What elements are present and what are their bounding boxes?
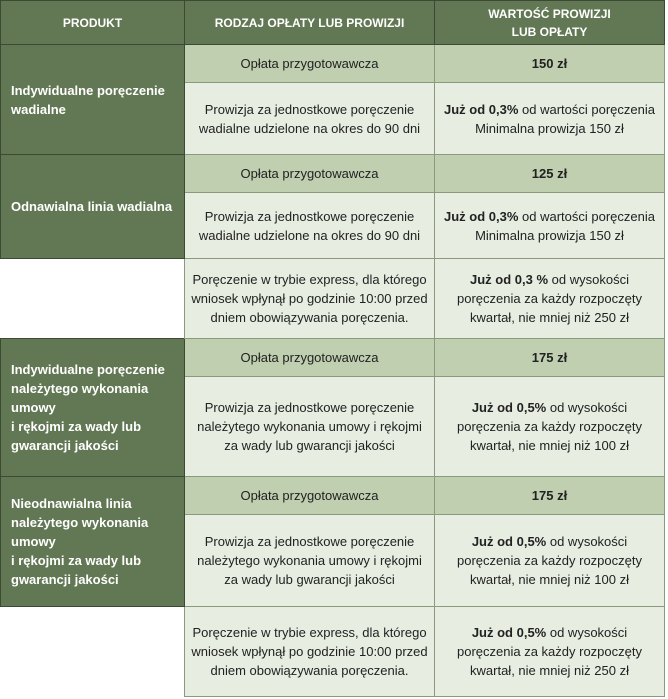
fee-value: 125 zł [435, 155, 665, 193]
product-name: Odnawialna linia wadialna [1, 155, 185, 259]
express-terms: od wysokości poręczenia za każdy rozpoczęty kwartał, nie mniej niż 250 zł [457, 272, 642, 325]
commission-rate: Już od 0,5% [471, 534, 547, 549]
empty-cell [1, 259, 185, 339]
commission-minimum: Minimalna prowizja 150 zł [475, 227, 624, 243]
product-name: Indywidualne poręczenie wadialne [1, 45, 185, 155]
fee-value: 175 zł [435, 477, 665, 515]
table-row [1, 477, 665, 515]
express-rate: Już od 0,3 % [470, 272, 549, 287]
fee-description: Opłata przygotowawcza [185, 45, 435, 83]
commission-terms: od wysokości poręczenia za każdy rozpoczęty kwartał, nie mniej niż 100 zł [457, 400, 642, 453]
commission-rate: Już od 0,3% [444, 101, 519, 117]
product-name-line2: i rękojmi za wady lub gwarancji jakości [11, 553, 142, 587]
commission-value [435, 377, 665, 477]
table-row [1, 45, 665, 83]
express-terms: od wysokości poręczenia za każdy rozpoczęty kwartał, nie mniej niż 250 zł [457, 625, 642, 678]
header-value [435, 1, 665, 45]
header-value-line1: WARTOŚĆ PROWIZJI [488, 6, 611, 21]
commission-description: Prowizja za jednostkowe poręczenie należytego wykonania umowy i rękojmi za wady lub gwarancji jakości [185, 377, 435, 477]
commission-description: Prowizja za jednostkowe poręczenie należytego wykonania umowy i rękojmi za wady lub gwarancji jakości [185, 515, 435, 607]
commission-description: Prowizja za jednostkowe poręczenie wadialne udzielone na okres do 90 dni [185, 193, 435, 259]
table-row [1, 155, 665, 193]
commission-minimum: Minimalna prowizja 150 zł [475, 120, 624, 136]
commission-rate: Już od 0,5% [471, 400, 547, 415]
table-row [1, 607, 665, 697]
product-name-line1: Nieodnawialna linia należytego wykonania umowy [11, 496, 149, 549]
header-value-line2: LUB OPŁATY [511, 24, 588, 39]
commission-value [435, 193, 665, 259]
commission-rate: Już od 0,3% [444, 208, 519, 224]
table-row [1, 259, 665, 339]
table-header-row [1, 1, 665, 45]
product-name [1, 339, 185, 477]
fee-value: 175 zł [435, 339, 665, 377]
header-fee-type: RODZAJ OPŁATY LUB PROWIZJI [185, 1, 435, 45]
commission-basis: od wartości poręczenia [518, 208, 655, 224]
express-value [435, 259, 665, 339]
commission-value [435, 515, 665, 607]
express-description: Poręczenie w trybie express, dla którego wniosek wpłynął po godzinie 10:00 przed dniem obowiązywania poręczenia. [185, 607, 435, 697]
header-product: PRODUKT [1, 1, 185, 45]
express-description: Poręczenie w trybie express, dla którego wniosek wpłynął po godzinie 10:00 przed dniem obowiązywania poręczenia. [185, 259, 435, 339]
product-name [1, 477, 185, 607]
commission-terms: od wysokości poręczenia za każdy rozpoczęty kwartał, nie mniej niż 100 zł [457, 534, 642, 587]
fee-description: Opłata przygotowawcza [185, 155, 435, 193]
product-name-line2: i rękojmi za wady lub gwarancji jakości [11, 419, 142, 453]
empty-cell [1, 607, 185, 697]
table-row [1, 339, 665, 377]
commission-description: Prowizja za jednostkowe poręczenie wadialne udzielone na okres do 90 dni [185, 83, 435, 155]
commission-basis: od wartości poręczenia [518, 101, 655, 117]
express-rate: Już od 0,5% [471, 625, 547, 640]
fee-description: Opłata przygotowawcza [185, 477, 435, 515]
express-value [435, 607, 665, 697]
commission-value [435, 83, 665, 155]
fee-description: Opłata przygotowawcza [185, 339, 435, 377]
fee-value: 150 zł [435, 45, 665, 83]
product-name-line1: Indywidualne poręczenie należytego wykonania umowy [11, 362, 165, 415]
